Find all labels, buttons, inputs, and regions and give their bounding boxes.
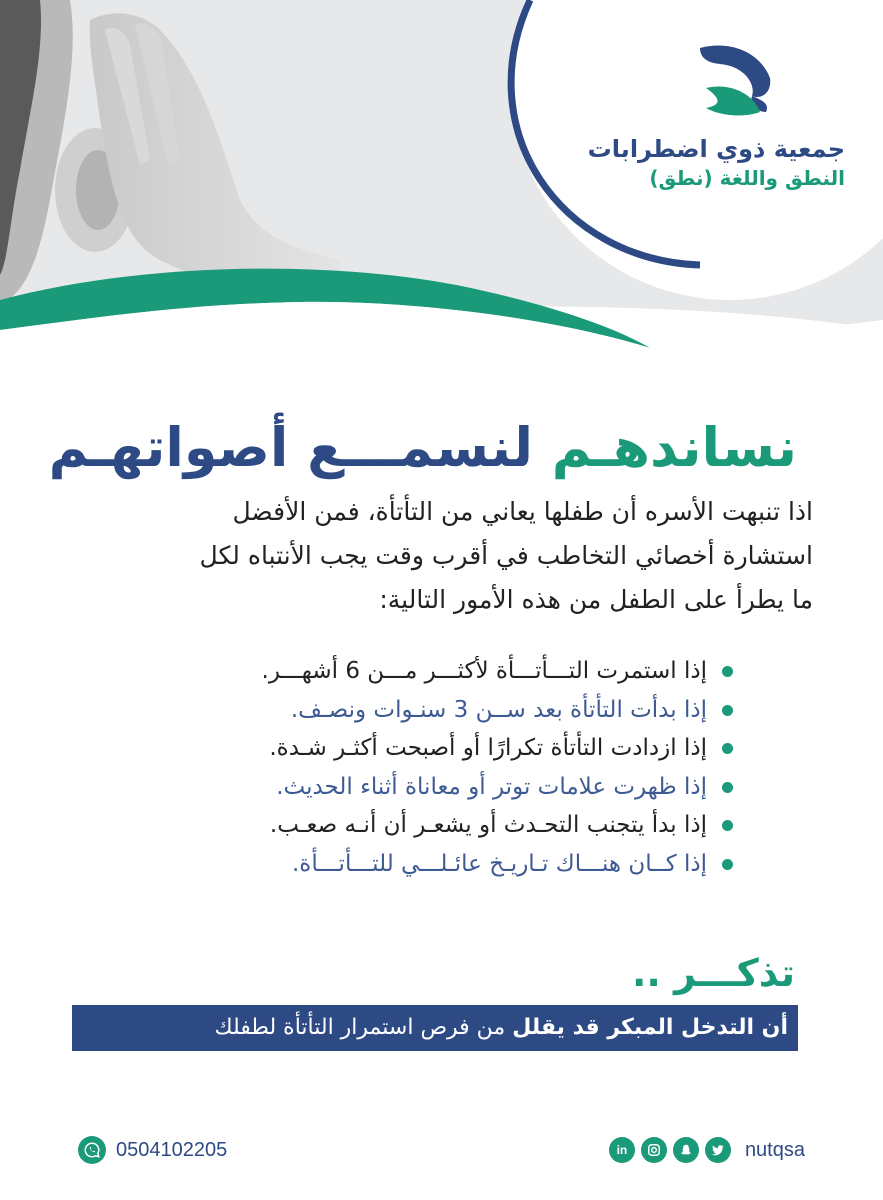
banner-bold-text: أن التدخل المبكر قد يقلل [512, 1015, 788, 1040]
remember-heading: تذكـــر .. [631, 951, 795, 995]
social-handle[interactable]: nutqsa [744, 1138, 805, 1161]
list-item [113, 691, 733, 730]
bullet-dot-icon [722, 782, 733, 793]
instagram-icon[interactable] [641, 1137, 667, 1163]
bullet-dot-icon [722, 743, 733, 754]
footer-social [609, 1134, 805, 1166]
list-item-text: إذا بدأ يتجنب التحـدث أو يشعـر أن أنـه صعـب. [269, 812, 707, 838]
list-item [113, 768, 733, 807]
linkedin-icon[interactable]: in [609, 1137, 635, 1163]
banner-rest-text: من فرص استمرار التأتأة لطفلك [214, 1015, 506, 1040]
footer-contact [78, 1134, 227, 1166]
bullet-dot-icon [722, 859, 733, 870]
list-item [113, 729, 733, 768]
headline-green-part: نساندهـم [551, 416, 797, 479]
list-item [113, 806, 733, 845]
twitter-icon[interactable] [705, 1137, 731, 1163]
list-item-text: إذا بدأت التأتأة بعد ســن 3 سنـوات ونصـف. [290, 696, 707, 723]
phone-number[interactable]: 0504102205 [116, 1138, 228, 1161]
signs-list [113, 652, 733, 883]
list-item-text: إذا استمرت التـــأتـــأة لأكثـــر مـــن 6 أشهـــر. [261, 658, 707, 684]
intro-line: ما يطرأ على الطفل من هذه الأمور التالية: [379, 585, 813, 614]
whatsapp-icon[interactable] [78, 1136, 106, 1164]
logo-text [588, 134, 845, 192]
page-headline [49, 410, 797, 486]
logo-name-line2: النطق واللغة (نطق) [649, 166, 845, 190]
intro-paragraph [53, 490, 813, 622]
snapchat-icon[interactable] [673, 1137, 699, 1163]
key-message-banner [72, 1005, 798, 1051]
header-graphic [0, 0, 883, 420]
bullet-dot-icon [722, 705, 733, 716]
bullet-dot-icon [722, 820, 733, 831]
headline-blue-part: لنسمـــع أصواتهـم [48, 416, 533, 479]
list-item-text: إذا ظهرت علامات توتر أو معاناة أثناء الحديث. [276, 773, 707, 800]
list-item-text: إذا كــان هنـــاك تـاريـخ عائـلـــي للتـــأتـــأة. [291, 850, 707, 877]
header-background-art [0, 0, 883, 420]
intro-line: اذا تنبهت الأسره أن طفلها يعاني من التأتأة، فمن الأفضل [232, 497, 813, 526]
logo-name-line1: جمعية ذوي اضطرابات [587, 135, 845, 163]
list-item [113, 652, 733, 691]
list-item [113, 845, 733, 884]
bullet-dot-icon [722, 666, 733, 677]
list-item-text: إذا ازدادت التأتأة تكرارًا أو أصبحت أكثـر شـدة. [269, 735, 707, 761]
intro-line: استشارة أخصائي التخاطب في أقرب وقت يجب الأنتباه لكل [199, 541, 813, 570]
